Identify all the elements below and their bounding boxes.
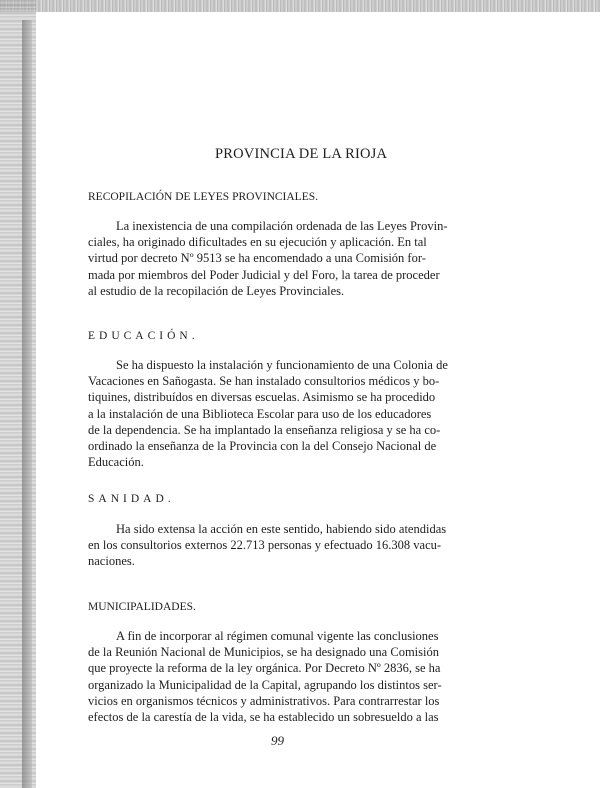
text-line: Vacaciones en Sañogasta. Se han instalado consultorios médicos y bo- [88, 374, 440, 389]
section-heading-sanidad: SANIDAD. [88, 493, 175, 505]
text-line: de la Reunión Nacional de Municipios, se ha designado una Comisión [88, 645, 439, 660]
text-line: de la dependencia. Se ha implantado la enseñanza religiosa y se ha co- [88, 422, 441, 437]
text-line: Educación. [88, 455, 144, 470]
text-line: Se ha dispuesto la instalación y funcionamiento de una Colonia de [116, 358, 448, 372]
text-line: mada por miembros del Poder Judicial y del Foro, la tarea de proceder [88, 267, 440, 282]
paragraph-municipalidades [88, 628, 488, 725]
page-number: 99 [271, 733, 284, 748]
text-line: ordinado la enseñanza de la Provincia con la del Consejo Nacional de [88, 439, 437, 454]
text-line: virtud por decreto Nº 9513 se ha encomendado a una Comisión for- [88, 251, 426, 266]
section-heading-recopilacion: RECOPILACIÓN DE LEYES PROVINCIALES. [88, 191, 318, 203]
page-title: PROVINCIA DE LA RIOJA [215, 146, 388, 162]
paragraph-recopilacion [88, 218, 488, 299]
text-line: ciales, ha originado dificultades en su ejecución y aplicación. En tal [88, 235, 427, 250]
text-line: tiquines, distribuídos en diversas escuelas. Asimismo se ha procedido [88, 390, 436, 405]
text-line: efectos de la carestía de la vida, se ha establecido un sobresueldo a las [88, 710, 439, 725]
paragraph-sanidad [88, 521, 488, 570]
text-line: al estudio de la recopilación de Leyes Provinciales. [88, 283, 345, 298]
text-line: A fin de incorporar al régimen comunal vigente las conclusiones [116, 629, 439, 643]
text-line: organizado la Municipalidad de la Capital, agrupando los distintos ser- [88, 677, 442, 692]
paragraph-educacion [88, 357, 488, 470]
text-line: en los consultorios externos 22.713 personas y efectuado 16.308 vacu- [88, 538, 442, 553]
text-line: a la instalación de una Biblioteca Escolar para uso de los educadores [88, 406, 432, 421]
text-line: vicios en organismos técnicos y administrativos. Para contrarrestar los [88, 693, 440, 708]
section-heading-educacion: EDUCACIÓN. [88, 330, 199, 342]
text-line: naciones. [88, 554, 135, 569]
text-line: Ha sido extensa la acción en este sentido, habiendo sido atendidas [116, 522, 447, 536]
text-line: que proyecte la reforma de la ley orgánica. Por Decreto Nº 2836, se ha [88, 661, 441, 676]
text-line: La inexistencia de una compilación ordenada de las Leyes Provin- [116, 219, 448, 233]
section-heading-municipalidades: MUNICIPALIDADES. [88, 601, 196, 613]
